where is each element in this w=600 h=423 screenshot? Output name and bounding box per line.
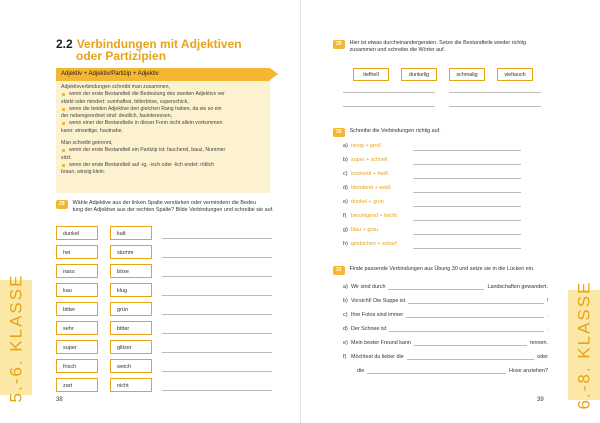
answer-line[interactable] bbox=[162, 257, 272, 258]
exercise-instruction-line1: Hier ist etwas durcheinandergeraten. Setze die Bestandteile wieder richtig bbox=[349, 40, 527, 46]
answer-line[interactable] bbox=[343, 92, 435, 93]
gap-sentence bbox=[343, 340, 548, 347]
sentence-start: Vorsicht! Die Suppe ist bbox=[351, 298, 406, 304]
exercise-item bbox=[343, 199, 384, 206]
sentence-start: Ihre Fotos sind immer bbox=[351, 312, 404, 318]
item-label: a) bbox=[343, 284, 348, 290]
item-label: c) bbox=[343, 312, 348, 318]
answer-line[interactable] bbox=[413, 220, 521, 221]
sentence-end: . bbox=[546, 312, 548, 318]
right-word-box: weich bbox=[110, 359, 152, 373]
right-word-box: kalt bbox=[110, 226, 152, 240]
rule-bullet-line: wenn der erste Bestandteil auf -ig, -isch oder -lich endet: rötlich bbox=[61, 162, 265, 169]
item-label: c) bbox=[343, 171, 348, 177]
right-word-box: glitzer bbox=[110, 340, 152, 354]
left-word-box: nass bbox=[56, 264, 98, 278]
sentence-start: die bbox=[357, 368, 365, 374]
item-hint: kochend + heiß bbox=[351, 171, 389, 177]
item-label: e) bbox=[343, 340, 348, 346]
rule-heading: Adjektiv + Adjektiv/Partizip + Adjektiv bbox=[56, 68, 270, 81]
answer-line[interactable] bbox=[449, 92, 541, 93]
exercise-30-header bbox=[333, 128, 573, 137]
item-hint: blau + grau bbox=[351, 227, 379, 233]
rule-bullet-line: wenn der erste Bestandteil die Bedeutung des zweiten Adjektivs ver bbox=[61, 91, 265, 98]
exercise-29-header bbox=[56, 200, 286, 215]
item-label: d) bbox=[343, 185, 348, 191]
gap-sentence bbox=[343, 326, 548, 333]
answer-line[interactable] bbox=[413, 192, 521, 193]
sentence-end: oder bbox=[537, 354, 548, 360]
right-word-box: bitter bbox=[110, 321, 152, 335]
right-page bbox=[300, 0, 600, 423]
item-label: h) bbox=[343, 241, 348, 247]
answer-line[interactable] bbox=[162, 314, 272, 315]
grade-tab-left bbox=[0, 273, 32, 402]
gap-sentence bbox=[343, 368, 548, 375]
sentence-end: rennen. bbox=[529, 340, 548, 346]
item-label: a) bbox=[343, 143, 348, 149]
item-label: f) bbox=[343, 213, 347, 219]
item-label: e) bbox=[343, 199, 348, 205]
gap-line[interactable] bbox=[406, 312, 543, 318]
grade-tab-right bbox=[568, 280, 600, 410]
rule-bullet-line: wenn der erste Bestandteil ein Partizip ist: fauchend, bauz, Nummer bbox=[61, 147, 265, 154]
sentence-start: Möchtest du lieber die bbox=[351, 354, 404, 360]
right-word-box: grün bbox=[110, 302, 152, 316]
left-word-box: hei bbox=[56, 245, 98, 259]
right-word-box: klug bbox=[110, 283, 152, 297]
chapter-title bbox=[56, 38, 286, 62]
answer-line[interactable] bbox=[343, 106, 435, 107]
gap-sentence bbox=[343, 284, 548, 291]
answer-line[interactable] bbox=[162, 390, 272, 391]
sentence-start: Der Schnee ist bbox=[351, 326, 387, 332]
answer-line[interactable] bbox=[449, 106, 541, 107]
rule-line: kann: einseitige, hautnahe. bbox=[61, 127, 124, 134]
exercise-instruction-line1: Wähle Adjektive aus der linken Spalte verstärken oder vermindern die Bedeu bbox=[72, 200, 256, 206]
chapter-title-line1: Verbindungen mit Adjektiven bbox=[76, 37, 242, 51]
gap-sentence bbox=[343, 354, 548, 361]
sentence-end: Hose anziehen? bbox=[509, 368, 548, 374]
exercise-instruction: Schreibe die Verbindungen richtig auf. bbox=[349, 128, 441, 134]
exercise-instruction: Finde passende Verbindungen aus Übung 30 und setze sie in die Lücken ein. bbox=[349, 266, 535, 272]
item-label: b) bbox=[343, 157, 348, 163]
chapter-title-line2: oder Partizipien bbox=[76, 49, 167, 63]
exercise-number: 31 bbox=[333, 266, 345, 275]
exercise-top-header bbox=[333, 40, 573, 55]
sentence-end: . bbox=[546, 326, 548, 332]
exercise-item bbox=[343, 157, 387, 164]
exercise-instruction-line2: zusammen und schreibe die Wörter auf. bbox=[349, 47, 446, 54]
item-label: g) bbox=[343, 227, 348, 233]
gap-sentence bbox=[343, 312, 548, 319]
left-word-box: frisch bbox=[56, 359, 98, 373]
item-hint: blendend + weiß bbox=[351, 185, 391, 191]
page-number-left: 38 bbox=[56, 397, 63, 403]
answer-line[interactable] bbox=[162, 352, 272, 353]
item-hint: beruhigend + leicht bbox=[351, 213, 397, 219]
answer-line[interactable] bbox=[162, 276, 272, 277]
answer-line[interactable] bbox=[413, 206, 521, 207]
gap-line[interactable] bbox=[389, 326, 543, 332]
answer-line[interactable] bbox=[413, 164, 521, 165]
rule-line: sitzt. bbox=[61, 154, 72, 161]
answer-line[interactable] bbox=[162, 371, 272, 372]
sentence-end: ! bbox=[546, 298, 548, 304]
exercise-item bbox=[343, 171, 388, 178]
rule-line: Adjektivverbindungen schreibt man zusammen, bbox=[61, 84, 170, 90]
answer-line[interactable] bbox=[162, 238, 272, 239]
rule-line: stärkt oder mindert: sumhafbar, bitterböse, superschick, bbox=[61, 98, 189, 105]
right-word-box: nicht bbox=[110, 378, 152, 392]
gap-line[interactable] bbox=[408, 298, 543, 304]
sentence-end: Landschaften gewandert. bbox=[487, 284, 548, 290]
right-word-box: stumm bbox=[110, 245, 152, 259]
answer-line[interactable] bbox=[162, 295, 272, 296]
rule-body bbox=[56, 81, 270, 180]
item-label: d) bbox=[343, 326, 348, 332]
rule-line: Man schreibt getrennt, bbox=[61, 140, 113, 147]
answer-line[interactable] bbox=[162, 333, 272, 334]
exercise-instruction-line2: tung der Adjektive aus der rechten Spalte? Bilde Verbindungen und schreibe sie auf. bbox=[72, 207, 274, 214]
gap-line[interactable] bbox=[388, 284, 484, 290]
exercise-item bbox=[343, 213, 397, 220]
rule-bullet-line: wenn einer der Bestandteile in dieser Form nicht allein vorkommen bbox=[61, 120, 265, 127]
left-word-box: dunkel bbox=[56, 226, 98, 240]
exercise-item bbox=[343, 143, 381, 150]
chapter-number: 2.2 bbox=[56, 37, 73, 51]
item-hint: gestochen + scharf bbox=[351, 241, 397, 247]
word-chip: vieltauch bbox=[497, 68, 533, 81]
exercise-number: 29 bbox=[56, 200, 68, 209]
answer-line[interactable] bbox=[413, 150, 521, 151]
gap-line[interactable] bbox=[367, 368, 506, 374]
rule-box bbox=[56, 68, 270, 193]
word-chip: tiefhell bbox=[353, 68, 389, 81]
exercise-item bbox=[343, 241, 397, 248]
gap-line[interactable] bbox=[407, 354, 534, 360]
answer-line[interactable] bbox=[413, 248, 521, 249]
answer-line[interactable] bbox=[413, 178, 521, 179]
rule-bullet-line: wenn die beiden Adjektive den gleichen Rang haben, da sie so ein bbox=[61, 106, 265, 113]
exercise-31-header bbox=[333, 266, 573, 275]
word-chip: dunkelig bbox=[401, 68, 437, 81]
left-word-box: zart bbox=[56, 378, 98, 392]
left-word-box: bitter bbox=[56, 302, 98, 316]
answer-line[interactable] bbox=[413, 234, 521, 235]
sentence-start: Mein bester Freund kann bbox=[351, 340, 411, 346]
rule-line: braun, winzig klein. bbox=[61, 169, 106, 176]
rule-line: der nebengeordnet sind: deutlich, fauinteressen, bbox=[61, 113, 173, 120]
gap-sentence bbox=[343, 298, 548, 305]
item-label: b) bbox=[343, 298, 348, 304]
item-label: f) bbox=[343, 354, 347, 360]
word-chip: schmalig bbox=[449, 68, 485, 81]
left-word-box: kau bbox=[56, 283, 98, 297]
sentence-start: Wir sind durch bbox=[351, 284, 386, 290]
grade-tab-label: 5.-6. KLASSE bbox=[6, 273, 26, 402]
page-number-right: 39 bbox=[537, 397, 544, 403]
exercise-item bbox=[343, 227, 378, 234]
item-hint: super + schnell bbox=[351, 157, 388, 163]
gap-line[interactable] bbox=[414, 340, 527, 346]
exercise-number: 30 bbox=[333, 128, 345, 137]
exercise-item bbox=[343, 185, 391, 192]
item-hint: riesig + groß bbox=[351, 143, 382, 149]
exercise-number: 29 bbox=[333, 40, 345, 49]
grade-tab-label: 6.-8. KLASSE bbox=[574, 280, 594, 410]
item-hint: dunkel + grün bbox=[351, 199, 384, 205]
left-word-box: sehr bbox=[56, 321, 98, 335]
right-word-box: böse bbox=[110, 264, 152, 278]
left-word-box: super bbox=[56, 340, 98, 354]
